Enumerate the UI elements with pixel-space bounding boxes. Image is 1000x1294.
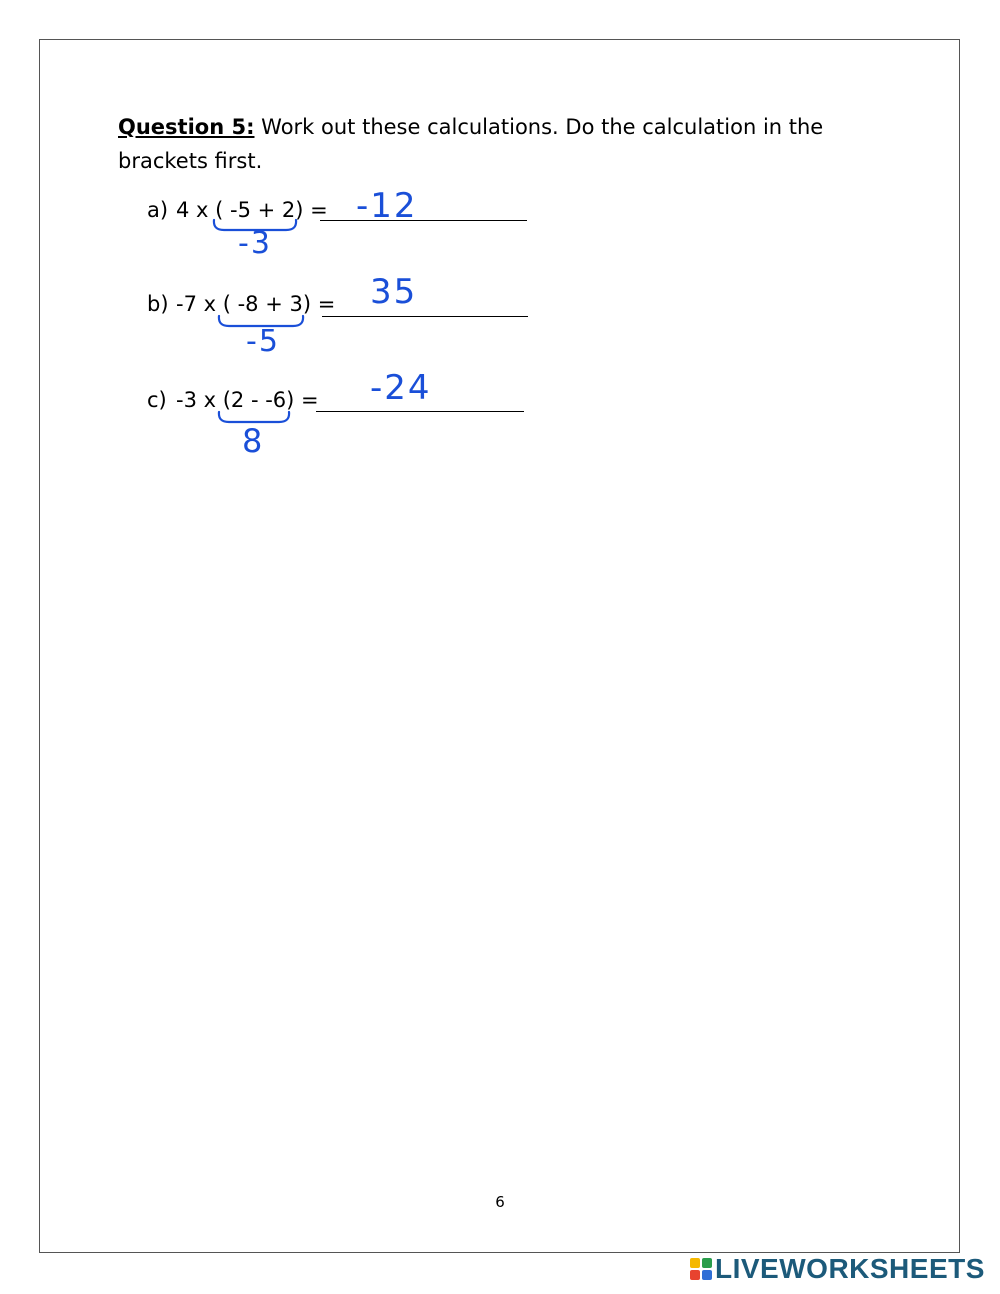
question-text: Work out these calculations. Do the calculation in the brackets first. [118, 115, 824, 173]
handwritten-bracket-b: -5 [246, 324, 280, 359]
handwritten-bracket-c: 8 [242, 422, 265, 460]
answer-blank-b[interactable] [322, 316, 528, 317]
liveworksheets-logo-icon [690, 1258, 712, 1280]
question-5 [118, 110, 858, 178]
item-letter: b) [147, 292, 169, 316]
item-expression: 4 x ( -5 + 2) = [176, 198, 328, 222]
handwritten-bracket-a: -3 [238, 226, 272, 261]
answer-blank-c[interactable] [316, 411, 524, 412]
item-letter: a) [147, 198, 169, 222]
brand-name: LIVEWORKSHEETS [715, 1253, 985, 1284]
question-label: Question 5: [118, 115, 255, 139]
page-number: 6 [495, 1193, 505, 1211]
handwritten-answer-b: 35 [370, 272, 418, 312]
answer-blank-a[interactable] [320, 220, 527, 221]
handwritten-answer-a: -12 [356, 186, 418, 226]
item-letter: c) [147, 388, 167, 412]
handwritten-answer-c: -24 [370, 368, 432, 408]
item-expression: -3 x (2 - -6) = [176, 388, 319, 412]
liveworksheets-brand[interactable] [690, 1252, 985, 1286]
item-expression: -7 x ( -8 + 3) = [176, 292, 336, 316]
